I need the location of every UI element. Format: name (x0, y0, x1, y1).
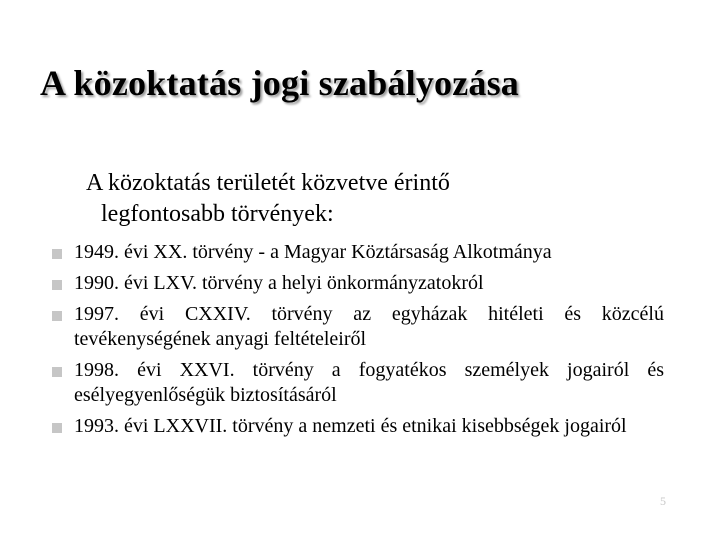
square-bullet-icon (52, 423, 62, 433)
square-bullet-icon (52, 280, 62, 290)
list-item-text: 1998. évi XXVI. törvény a fogyatékos személyek jogairól és esélyegyenlőségük biztosításáról (74, 359, 664, 406)
list-item (52, 271, 664, 296)
list-item (52, 240, 664, 265)
list-item-text: 1993. évi LXXVII. törvény a nemzeti és etnikai kisebbségek jogairól (74, 415, 627, 437)
slide-title: A közoktatás jogi szabályozása (40, 63, 520, 103)
square-bullet-icon (52, 249, 62, 259)
list-item (52, 302, 664, 352)
list-item (52, 414, 664, 439)
square-bullet-icon (52, 311, 62, 321)
subtitle-line-2: legfontosabb törvények: (101, 201, 334, 227)
slide-subtitle (86, 168, 606, 230)
square-bullet-icon (52, 367, 62, 377)
list-item-text: 1997. évi CXXIV. törvény az egyházak hitéleti és közcélú tevékenységének anyagi feltételeiről (74, 303, 664, 350)
list-item-text: 1990. évi LXV. törvény a helyi önkormányzatokról (74, 272, 484, 294)
list-item-text: 1949. évi XX. törvény - a Magyar Köztársaság Alkotmánya (74, 241, 552, 263)
list-item (52, 358, 664, 408)
page-number: 5 (660, 494, 666, 508)
subtitle-line-1: A közoktatás területét közvetve érintő (86, 170, 450, 196)
law-list (52, 240, 664, 445)
